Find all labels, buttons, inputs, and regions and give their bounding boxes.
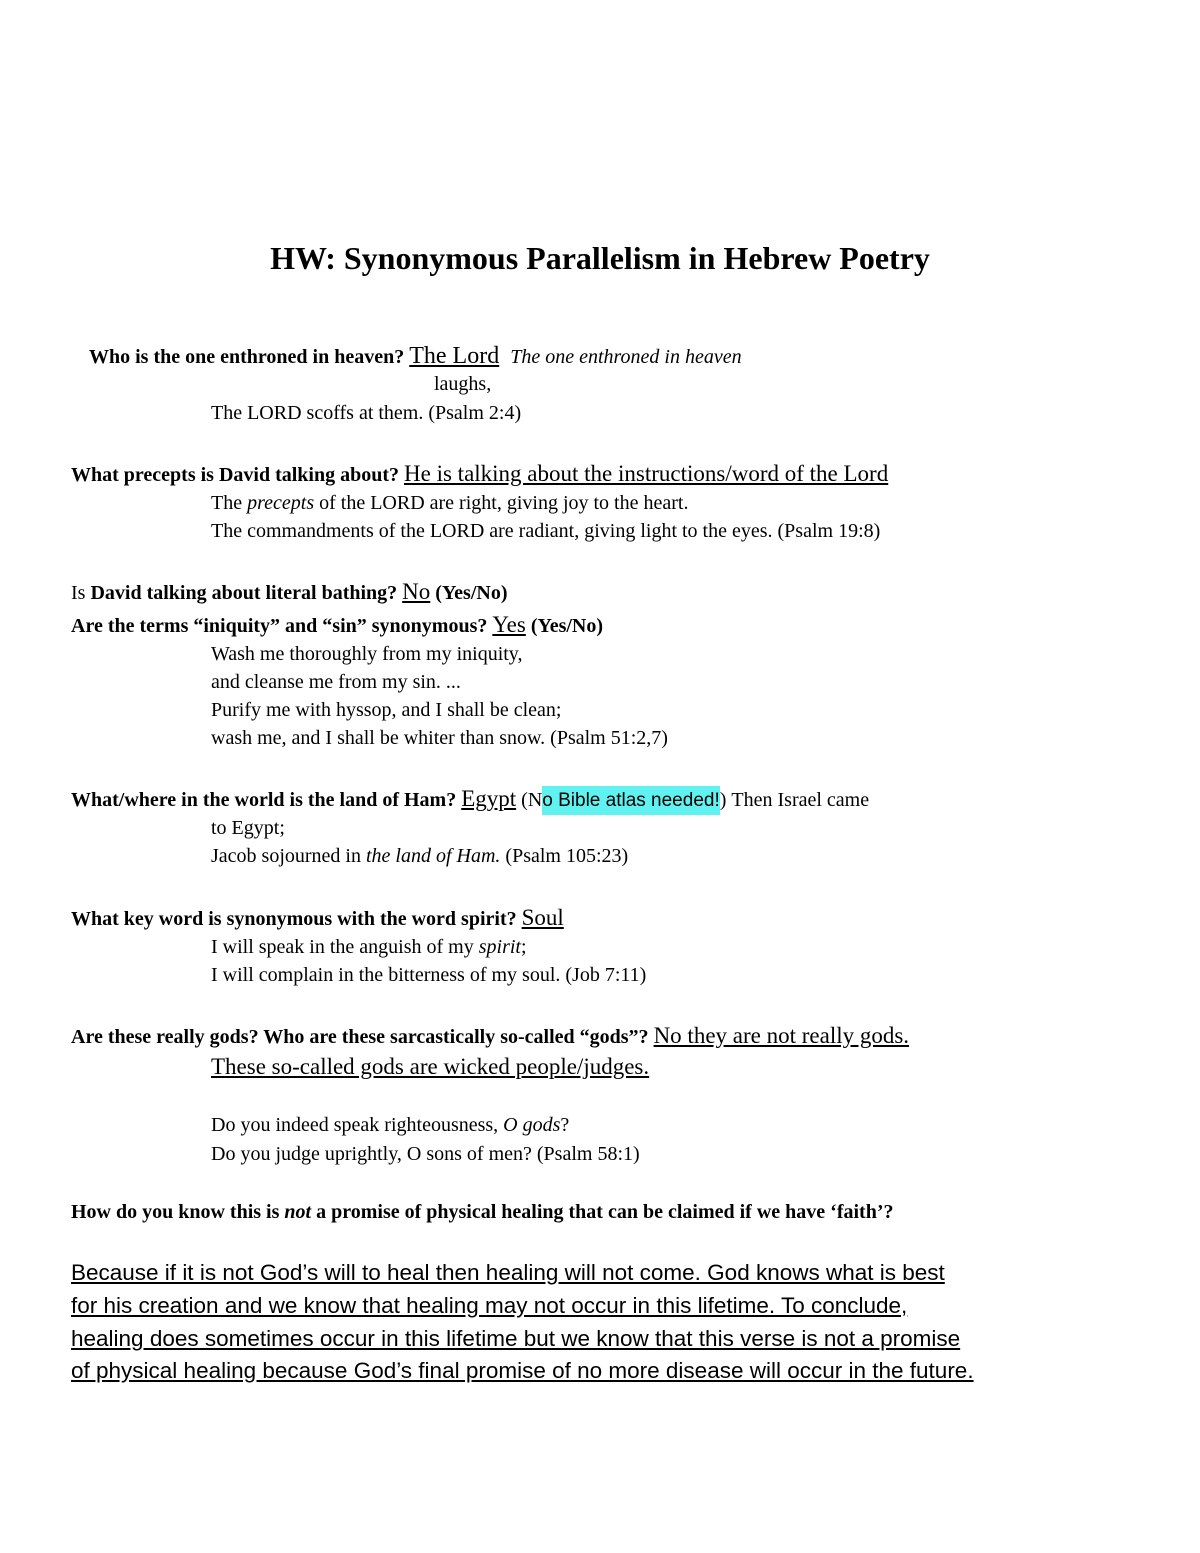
verse-5-line-2	[211, 845, 628, 868]
verse-1-italic: The one enthroned in heaven	[510, 346, 742, 368]
answer-8-line-4: of physical healing because God’s final promise of no more disease will occur in the future.	[71, 1358, 974, 1383]
verse-6-line-1-italic: spirit	[478, 936, 521, 958]
answer-8-line-3: healing does sometimes occur in this lifetime but we know that this verse is not a promise	[71, 1326, 961, 1351]
verse-4-line-4: wash me, and I shall be whiter than snow. (Psalm 51:2,7)	[211, 727, 668, 749]
question-1	[89, 343, 742, 370]
question-3	[71, 579, 508, 605]
question-2-text: What precepts is David talking about?	[71, 464, 400, 486]
options-3: (Yes/No)	[435, 582, 508, 604]
verse-7-line-1-italic: O gods	[503, 1114, 561, 1136]
question-7-text: Are these really gods? Who are these sarcastically so-called “gods”?	[71, 1026, 649, 1048]
answer-3: No	[402, 579, 431, 604]
note-5-close: )	[719, 789, 727, 811]
verse-5-line-2-pre: Jacob sojourned in	[211, 845, 366, 867]
verse-1-line-2: The LORD scoffs at them. (Psalm 2:4)	[211, 402, 522, 424]
question-3-lead: Is	[71, 582, 86, 604]
verse-7-line-1	[211, 1114, 569, 1137]
verse-5-continuation: to Egypt;	[211, 817, 285, 839]
answer-5: Egypt	[461, 786, 517, 811]
question-8	[71, 1201, 893, 1224]
question-5-text: What/where in the world is the land of Ham?	[71, 789, 457, 811]
verse-2-line-1-pre: The	[211, 492, 248, 514]
verse-7-line-1-pre: Do you indeed speak righteousness,	[211, 1114, 504, 1136]
verse-2-line-1	[211, 492, 688, 515]
verse-4-line-3: Purify me with hyssop, and I shall be clean;	[211, 699, 562, 721]
question-4	[71, 612, 603, 638]
page-title: HW: Synonymous Parallelism in Hebrew Poetry	[270, 240, 930, 276]
answer-1: The Lord	[409, 343, 500, 369]
verse-6-line-1-post: ;	[520, 936, 527, 958]
verse-2-line-1-italic: precepts	[247, 492, 315, 514]
question-8-pre: How do you know this is	[71, 1201, 285, 1223]
note-5-open: (N	[521, 789, 543, 811]
verse-6-line-1-pre: I will speak in the anguish of my	[211, 936, 479, 958]
verse-5-line-2-post: (Psalm 105:23)	[500, 845, 629, 867]
question-6-text: What key word is synonymous with the word spirit?	[71, 908, 517, 930]
question-2	[71, 461, 888, 487]
verse-5-line-2-italic: the land of Ham.	[365, 845, 501, 867]
answer-7-line-2: These so-called gods are wicked people/judges.	[211, 1054, 650, 1079]
question-3-text: David talking about literal bathing?	[85, 582, 398, 604]
answer-7-line-1: No they are not really gods.	[653, 1023, 910, 1048]
verse-4-line-1: Wash me thoroughly from my iniquity,	[211, 643, 523, 665]
verse-5-start: Then Israel came	[731, 789, 870, 811]
question-4-text: Are the terms “iniquity” and “sin” synonymous?	[71, 615, 488, 637]
question-8-italic: not	[284, 1201, 312, 1223]
verse-6-line-2: I will complain in the bitterness of my soul. (Job 7:11)	[211, 964, 647, 986]
verse-2-line-1-post: of the LORD are right, giving joy to the heart.	[314, 492, 689, 514]
verse-7-line-2: Do you judge uprightly, O sons of men? (Psalm 58:1)	[211, 1143, 640, 1165]
verse-7-line-1-post: ?	[560, 1114, 570, 1136]
verse-6-line-1	[211, 936, 527, 959]
question-6	[71, 905, 564, 931]
answer-8-line-2: for his creation and we know that healing may not occur in this lifetime. To conclude,	[71, 1293, 908, 1318]
question-5	[71, 786, 869, 812]
question-7	[71, 1023, 909, 1049]
question-8-post: a promise of physical healing that can be claimed if we have ‘faith’?	[311, 1201, 894, 1223]
verse-1-continuation: laughs,	[434, 373, 492, 395]
note-5	[521, 789, 726, 811]
question-1-text: Who is the one enthroned in heaven?	[89, 346, 405, 368]
answer-8-line-1: Because if it is not God’s will to heal then healing will not come. God knows what is best	[71, 1260, 945, 1285]
options-4: (Yes/No)	[530, 615, 604, 637]
answer-2: He is talking about the instructions/word of the Lord	[404, 461, 889, 486]
verse-2-line-2: The commandments of the LORD are radiant, giving light to the eyes. (Psalm 19:8)	[211, 520, 881, 542]
verse-4-line-2: and cleanse me from my sin. ...	[211, 671, 461, 693]
answer-6: Soul	[521, 905, 564, 930]
answer-4: Yes	[492, 612, 526, 637]
note-5-highlight: o Bible atlas needed!	[542, 786, 719, 815]
